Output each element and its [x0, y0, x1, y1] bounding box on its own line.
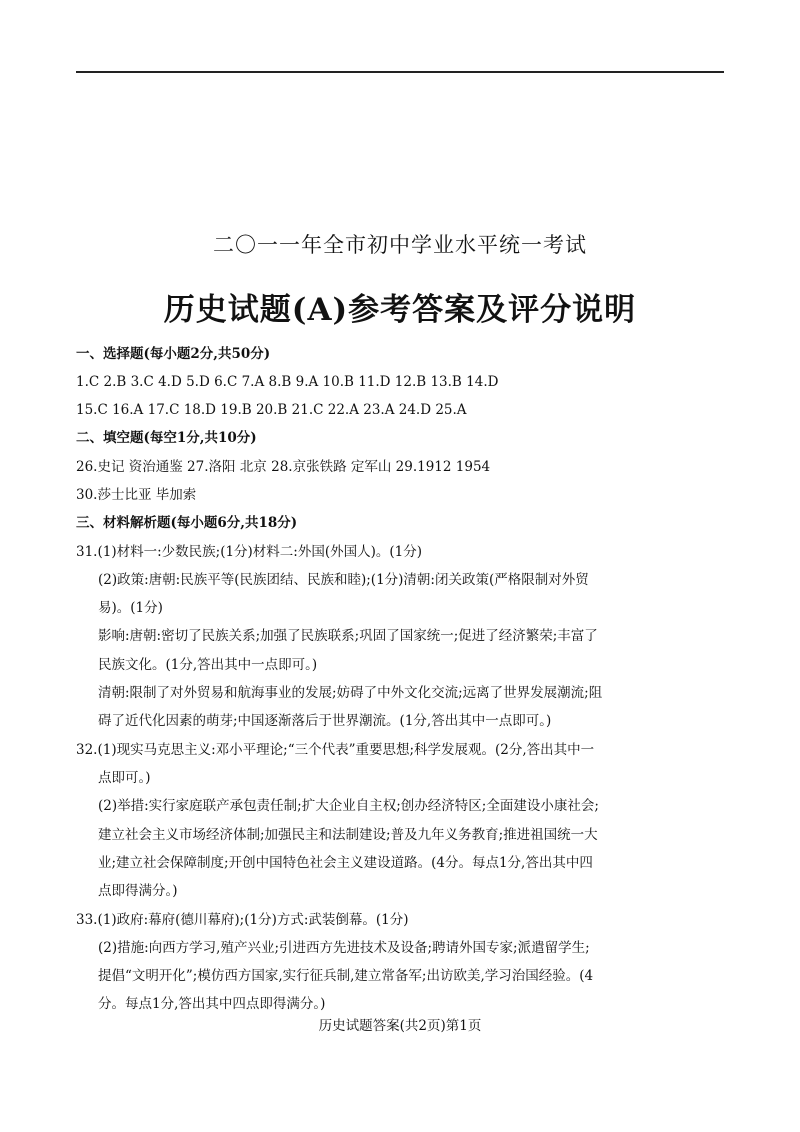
top-rule — [76, 71, 724, 73]
exam-title: 历史试题(A)参考答案及评分说明 — [163, 292, 637, 328]
section-heading-material: 三、材料解析题(每小题6分,共18分) — [76, 515, 298, 531]
answer-line: 32.(1)现实马克思主义:邓小平理论;“三个代表”重要思想;科学发展观。(2分,答出其中一 — [76, 742, 595, 758]
answer-line: 提倡“文明开化”;模仿西方国家,实行征兵制,建立常备军;出访欧美,学习治国经验。(4 — [98, 968, 594, 984]
answer-line: 易)。(1分) — [98, 600, 163, 616]
answer-line: 33.(1)政府:幕府(德川幕府);(1分)方式:武装倒幕。(1分) — [76, 912, 409, 928]
answer-line: 清朝:限制了对外贸易和航海事业的发展;妨碍了中外文化交流;远离了世界发展潮流;阻 — [98, 685, 603, 701]
answer-line: 31.(1)材料一:少数民族;(1分)材料二:外国(外国人)。(1分) — [76, 544, 423, 560]
answer-line: 15.C 16.A 17.C 18.D 19.B 20.B 21.C 22.A 23.A 24.D 25.A — [76, 402, 467, 418]
section-heading-choice: 一、选择题(每小题2分,共50分) — [76, 346, 271, 362]
answer-line: 业;建立社会保障制度;开创中国特色社会主义建设道路。(4分。每点1分,答出其中四 — [98, 855, 593, 871]
answer-line: 影响:唐朝:密切了民族关系;加强了民族联系;巩固了国家统一;促进了经济繁荣;丰富了 — [98, 628, 598, 644]
answer-line: 点即得满分。) — [98, 883, 178, 899]
answer-line: (2)措施:向西方学习,殖产兴业;引进西方先进技术及设备;聘请外国专家;派遣留学生; — [98, 940, 590, 956]
answer-line: (2)举措:实行家庭联产承包责任制;扩大企业自主权;创办经济特区;全面建设小康社会; — [98, 798, 599, 814]
answer-line: 建立社会主义市场经济体制;加强民主和法制建设;普及九年义务教育;推进祖国统一大 — [98, 827, 598, 843]
answer-line: 1.C 2.B 3.C 4.D 5.D 6.C 7.A 8.B 9.A 10.B 11.D 12.B 13.B 14.D — [76, 374, 499, 390]
exam-subtitle: 二〇一一年全市初中学业水平统一考试 — [213, 233, 587, 257]
answer-line: 分。每点1分,答出其中四点即得满分。) — [98, 996, 326, 1012]
page-footer: 历史试题答案(共2页)第1页 — [318, 1018, 482, 1034]
answer-line: 30.莎士比亚 毕加索 — [76, 487, 197, 503]
section-heading-fill: 二、填空题(每空1分,共10分) — [76, 430, 257, 446]
answer-line: 26.史记 资治通鉴 27.洛阳 北京 28.京张铁路 定军山 29.1912 1954 — [76, 459, 491, 475]
answer-line: 碍了近代化因素的萌芽;中国逐渐落后于世界潮流。(1分,答出其中一点即可。) — [98, 713, 552, 729]
answer-line: 点即可。) — [98, 770, 151, 786]
answer-line: 民族文化。(1分,答出其中一点即可。) — [98, 657, 318, 673]
answer-line: (2)政策:唐朝:民族平等(民族团结、民族和睦);(1分)清朝:闭关政策(严格限制对外贸 — [98, 572, 589, 588]
